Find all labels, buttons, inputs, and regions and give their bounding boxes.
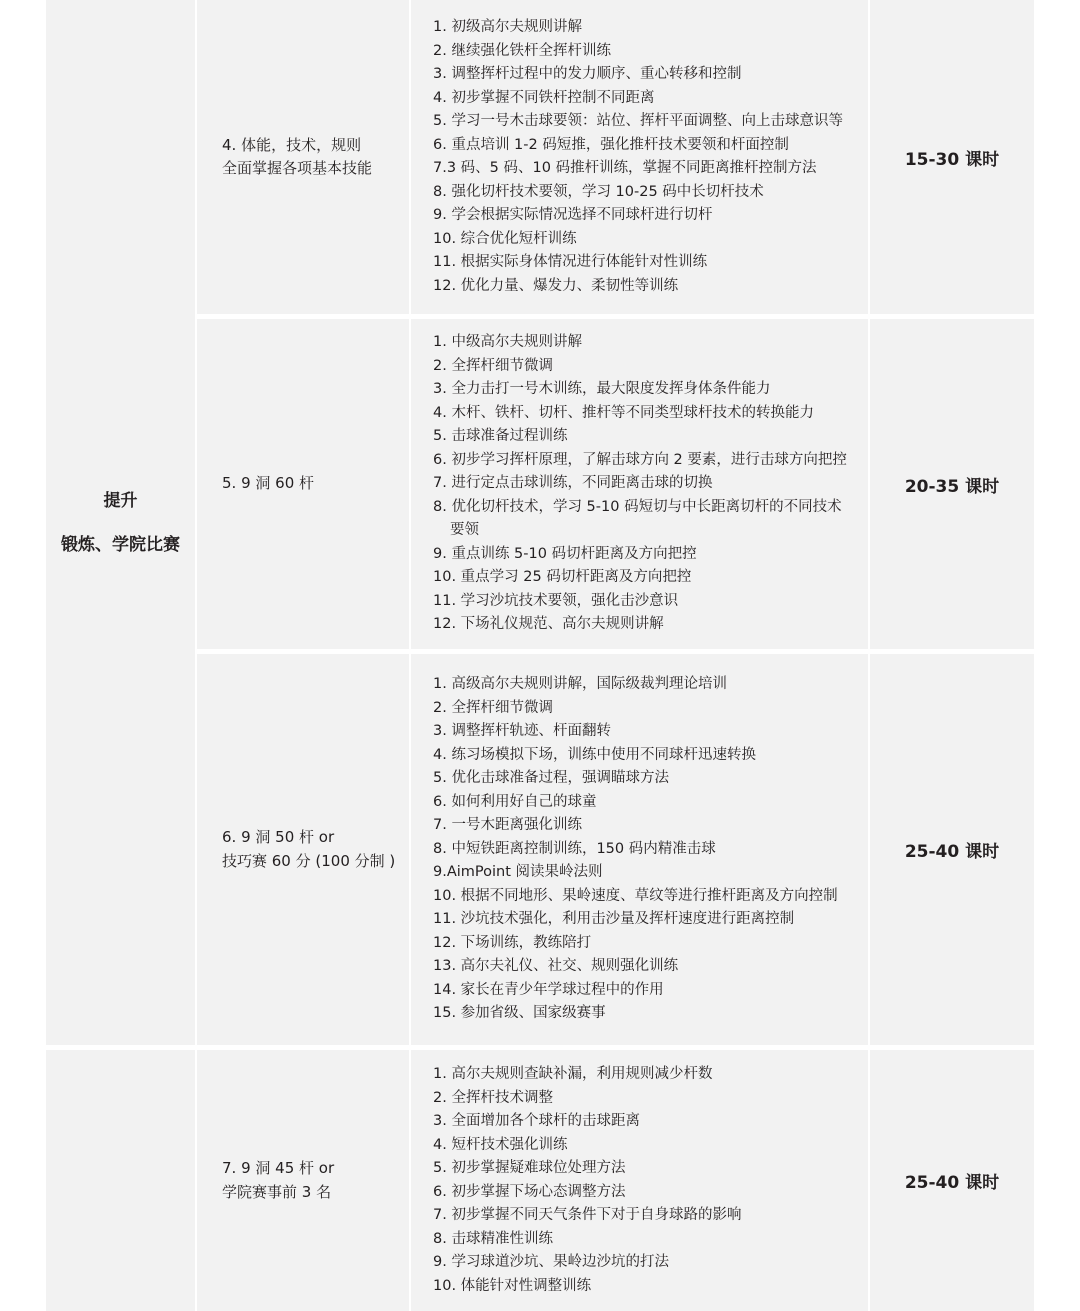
content-item: 2. 继续强化铁杆全挥杆训练 xyxy=(433,42,611,59)
content-item: 6. 重点培训 1-2 码短推，强化推杆技术要领和杆面控制 xyxy=(433,136,789,153)
content-item: 3. 全面增加各个球杆的击球距离 xyxy=(433,1113,640,1129)
level-cell xyxy=(46,0,195,1045)
level-title: 提升 xyxy=(103,490,138,511)
content-item: 6. 初步学习挥杆原理，了解击球方向 2 要素，进行击球方向把控 xyxy=(433,451,847,468)
content-cell xyxy=(411,319,868,649)
content-item: 2. 全挥杆细节微调 xyxy=(433,357,553,374)
goal-line: 学院赛事前 3 名 xyxy=(222,1182,332,1201)
hours-cell xyxy=(870,319,1034,649)
content-item: 7. 初步掌握不同天气条件下对于自身球路的影响 xyxy=(433,1207,742,1223)
content-item: 4. 练习场模拟下场，训练中使用不同球杆迅速转换 xyxy=(433,746,756,763)
content-item: 8. 中短铁距离控制训练，150 码内精准击球 xyxy=(433,840,716,857)
content-item: 4. 短杆技术强化训练 xyxy=(433,1136,568,1153)
content-item: 7. 进行定点击球训练，不同距离击球的切换 xyxy=(433,475,713,492)
content-item: 12. 下场礼仪规范、高尔夫规则讲解 xyxy=(433,616,664,633)
hours-cell xyxy=(870,1050,1034,1311)
content-item: 9.AimPoint 阅读果岭法则 xyxy=(433,864,603,881)
content-item: 4. 初步掌握不同铁杆控制不同距离 xyxy=(433,89,655,106)
hours-value: 20-35 课时 xyxy=(904,476,1000,497)
level-subtitle: 锻炼、学院比赛 xyxy=(61,534,180,555)
content-item: 6. 初步掌握下场心态调整方法 xyxy=(433,1183,626,1200)
content-item: 8. 优化切杆技术，学习 5-10 码短切与中长距离切杆的不同技术 xyxy=(433,498,842,515)
content-item: 1. 中级高尔夫规则讲解 xyxy=(433,334,582,351)
goal-cell xyxy=(197,654,409,1045)
content-item: 10. 体能针对性调整训练 xyxy=(433,1277,592,1294)
goal-line: 全面掌握各项基本技能 xyxy=(222,159,373,177)
content-item: 8. 强化切杆技术要领，学习 10-25 码中长切杆技术 xyxy=(433,183,764,200)
hours-cell xyxy=(870,654,1034,1045)
content-item: 3. 调整挥杆过程中的发力顺序、重心转移和控制 xyxy=(433,66,742,82)
content-item: 11. 学习沙坑技术要领，强化击沙意识 xyxy=(433,592,679,609)
content-item: 11. 沙坑技术强化，利用击沙量及挥杆速度进行距离控制 xyxy=(433,911,795,928)
goal-cell xyxy=(197,0,409,314)
content-cell xyxy=(411,654,868,1045)
goal-line: 7. 9 洞 45 杆 or xyxy=(222,1159,335,1177)
content-item: 10. 重点学习 25 码切杆距离及方向把控 xyxy=(433,569,692,586)
content-item: 15. 参加省级、国家级赛事 xyxy=(433,1005,606,1022)
hours-value: 25-40 课时 xyxy=(904,842,1000,862)
content-item: 12. 下场训练，教练陪打 xyxy=(433,934,592,951)
content-item: 2. 全挥杆技术调整 xyxy=(433,1089,553,1106)
content-item: 6. 如何利用好自己的球童 xyxy=(433,793,597,810)
content-item: 1. 高级高尔夫规则讲解，国际级裁判理论培训 xyxy=(433,676,727,693)
content-item: 10. 综合优化短杆训练 xyxy=(433,230,577,247)
goal-line: 技巧赛 60 分 (100 分制 ) xyxy=(222,851,396,870)
content-item: 4. 木杆、铁杆、切杆、推杆等不同类型球杆技术的转换能力 xyxy=(433,404,814,421)
goal-line: 5. 9 洞 60 杆 xyxy=(222,474,315,493)
content-item: 3. 全力击打一号木训练，最大限度发挥身体条件能力 xyxy=(433,381,771,398)
hours-value: 25-40 课时 xyxy=(904,1173,1000,1193)
content-item: 3. 调整挥杆轨迹、杆面翻转 xyxy=(433,723,611,740)
content-item-continued: 要领 xyxy=(450,522,479,539)
hours-cell xyxy=(870,0,1034,314)
content-item: 13. 高尔夫礼仪、社交、规则强化训练 xyxy=(433,958,679,975)
goal-line: 4. 体能，技术，规则 xyxy=(222,135,362,154)
content-item: 1. 高尔夫规则查缺补漏，利用规则减少杆数 xyxy=(433,1066,713,1082)
content-item: 12. 优化力量、爆发力、柔韧性等训练 xyxy=(433,277,679,294)
content-item: 7. 一号木距离强化训练 xyxy=(433,817,582,834)
content-item: 5. 优化击球准备过程，强调瞄球方法 xyxy=(433,770,669,787)
goal-line: 6. 9 洞 50 杆 or xyxy=(222,828,335,846)
goal-cell xyxy=(197,319,409,649)
goal-cell xyxy=(197,1050,409,1311)
content-item: 11. 根据实际身体情况进行体能针对性训练 xyxy=(433,254,708,270)
content-item: 5. 击球准备过程训练 xyxy=(433,428,568,445)
content-item: 10. 根据不同地形、果岭速度、草纹等进行推杆距离及方向控制 xyxy=(433,887,838,904)
content-item: 2. 全挥杆细节微调 xyxy=(433,699,553,716)
hours-value: 15-30 课时 xyxy=(904,149,1000,170)
content-item: 1. 初级高尔夫规则讲解 xyxy=(433,19,582,35)
content-item: 8. 击球精准性训练 xyxy=(433,1230,553,1247)
content-cell xyxy=(411,1050,868,1311)
content-item: 9. 学会根据实际情况选择不同球杆进行切杆 xyxy=(433,207,713,223)
content-item: 9. 学习球道沙坑、果岭边沙坑的打法 xyxy=(433,1254,669,1270)
content-item: 5. 学习一号木击球要领：站位、挥杆平面调整、向上击球意识等 xyxy=(433,113,843,129)
content-item: 7.3 码、5 码、10 码推杆训练，掌握不同距离推杆控制方法 xyxy=(433,160,817,176)
content-item: 5. 初步掌握疑难球位处理方法 xyxy=(433,1160,626,1176)
level-cell-next xyxy=(46,1050,195,1311)
content-item: 14. 家长在青少年学球过程中的作用 xyxy=(433,981,664,998)
content-cell xyxy=(411,0,868,314)
content-item: 9. 重点训练 5-10 码切杆距离及方向把控 xyxy=(433,545,697,562)
